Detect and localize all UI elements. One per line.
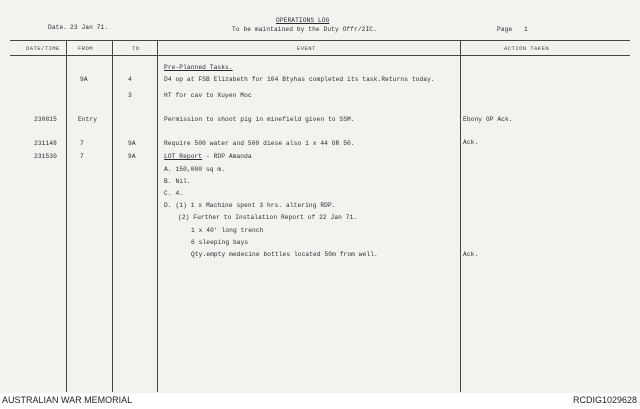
page-number: 1 bbox=[524, 26, 528, 33]
footer-record-id: RCDIG1029628 bbox=[572, 395, 637, 405]
header-bottom-rule bbox=[10, 55, 630, 56]
action-cell: Ack. bbox=[463, 139, 479, 146]
event-text bbox=[164, 153, 252, 160]
datetime-cell: 231148 bbox=[34, 140, 57, 147]
log-subtitle: To be maintained by the Duty Offr/2IC. bbox=[232, 26, 377, 33]
log-title: OPERATIONS LOG bbox=[276, 17, 330, 24]
col-header-datetime: DATE/TIME bbox=[26, 45, 60, 52]
event-text: D4 op at FSB Elizabeth for 104 Btyhas completed its task.Returns today. bbox=[164, 76, 435, 83]
lot-report-label: LOT Report bbox=[164, 153, 203, 160]
action-cell: Ack. bbox=[463, 251, 479, 258]
event-text: (2) Further to Instalation Report of 22 Jan 71. bbox=[178, 214, 358, 221]
from-cell: 7 bbox=[80, 153, 84, 160]
to-cell: 4 bbox=[128, 76, 132, 83]
from-cell: 7 bbox=[80, 140, 84, 147]
event-text: A. 150,000 sq m. bbox=[164, 166, 226, 173]
col-header-action: ACTION TAKEN bbox=[504, 45, 550, 52]
page-label: Page bbox=[497, 26, 513, 33]
event-text: B. Nil. bbox=[164, 178, 191, 185]
datetime-cell: 231530 bbox=[34, 153, 57, 160]
event-text: C. 4. bbox=[164, 190, 184, 197]
from-cell: 9A bbox=[80, 76, 88, 83]
column-divider bbox=[157, 40, 158, 392]
event-text: HT for cav to Xuyen Moc bbox=[164, 92, 252, 99]
from-cell: Entry bbox=[78, 116, 98, 123]
event-text: 1 x 40' long trench bbox=[191, 227, 264, 234]
archive-footer bbox=[0, 393, 640, 409]
event-text: Qty.empty medecine bottles located 50m from well. bbox=[191, 251, 378, 258]
event-text: 6 sleeping bays bbox=[191, 239, 249, 246]
action-cell: Ebony OP Ack. bbox=[463, 116, 513, 123]
event-text: D. (1) 1 x Machine spent 3 hrs. altering RDP. bbox=[164, 202, 336, 209]
to-cell: 3 bbox=[128, 92, 132, 99]
col-header-from: FROM bbox=[78, 45, 94, 52]
date-label: Date. bbox=[48, 24, 68, 31]
event-text: Pre-Planned Tasks. bbox=[164, 64, 233, 71]
column-divider bbox=[460, 40, 461, 392]
date-value: 23 Jan 71. bbox=[70, 24, 109, 31]
event-text: Permission to shoot pig in minefield given to SSM. bbox=[164, 116, 355, 123]
col-header-to: TO bbox=[132, 45, 140, 52]
to-cell: 9A bbox=[128, 140, 136, 147]
lot-report-detail: - RDP Amanda bbox=[202, 153, 252, 160]
datetime-cell: 230815 bbox=[34, 116, 57, 123]
column-divider bbox=[112, 40, 113, 392]
footer-institution: AUSTRALIAN WAR MEMORIAL bbox=[2, 395, 133, 405]
header-top-rule bbox=[10, 40, 630, 41]
column-divider bbox=[66, 40, 67, 392]
col-header-event: EVENT bbox=[297, 45, 316, 52]
event-text: Require 500 water and 500 diese also 1 x 44 OR 50. bbox=[164, 140, 355, 147]
to-cell: 9A bbox=[128, 153, 136, 160]
